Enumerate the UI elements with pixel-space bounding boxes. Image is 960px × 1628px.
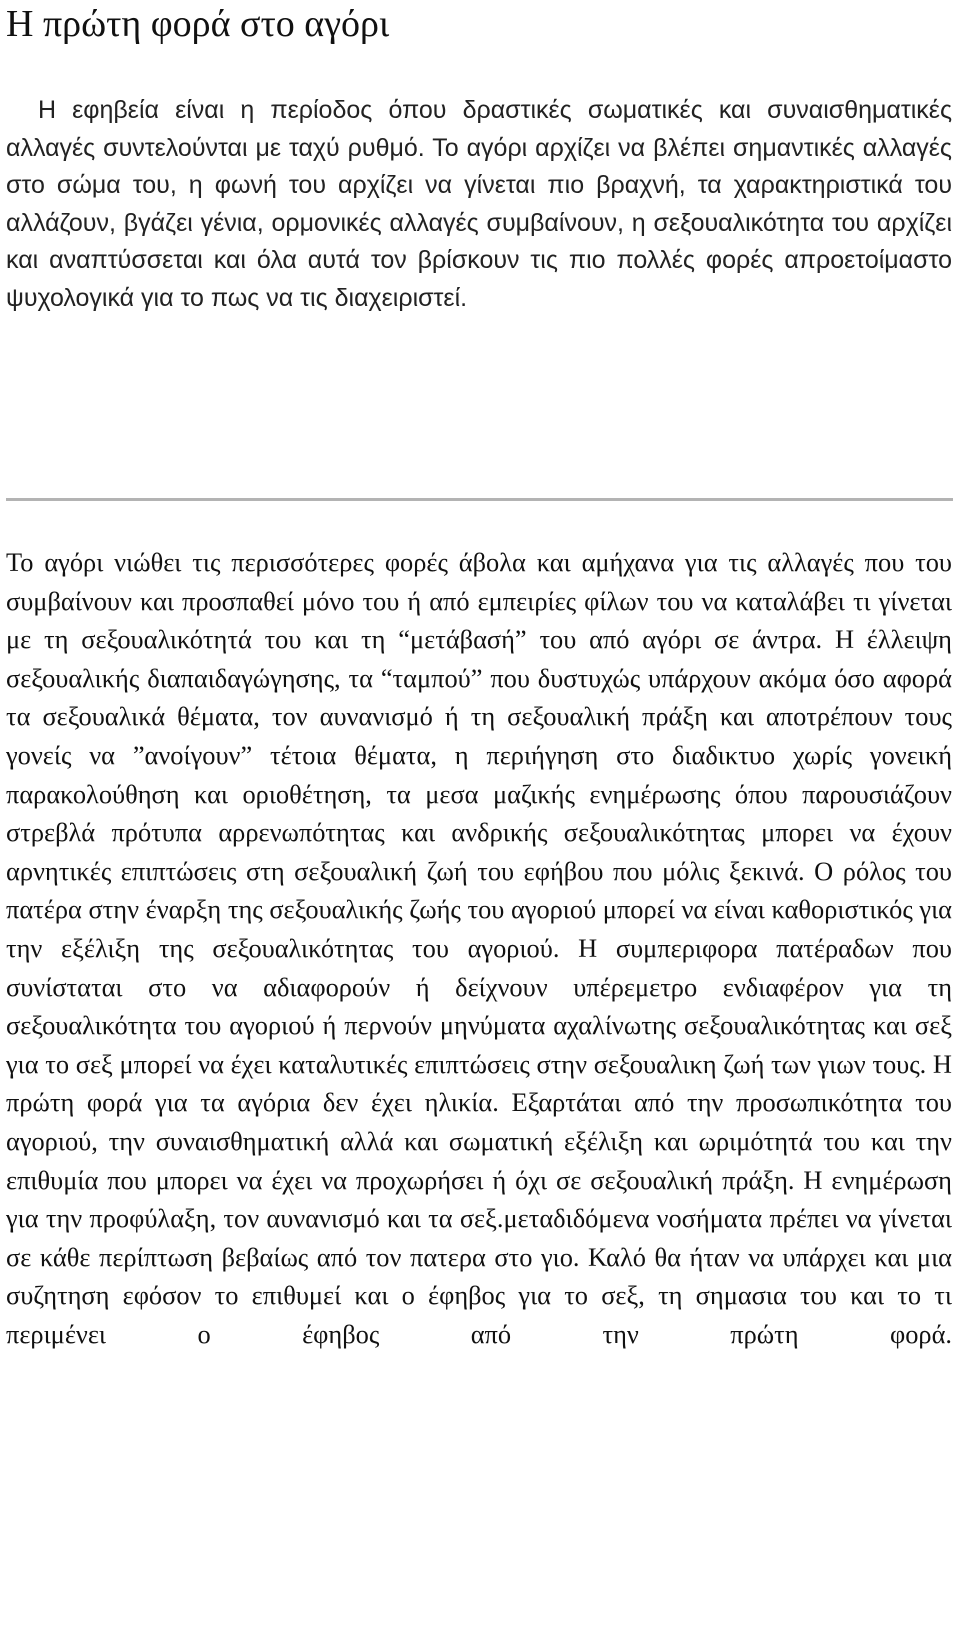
body-paragraph: Το αγόρι νιώθει τις περισσότερες φορές άβολα και αμήχανα για τις αλλαγές που του συμβαίνουν και προσπαθεί μόνο του ή από εμπειρίες φίλων του να καταλάβει τι γίνεται με τη σεξουαλικότητά του και τη “μετάβασή” του από αγόρι σε άντρα. Η έλλειψη σεξουαλικής διαπαιδαγώγησης, τα “ταμπού” που δυστυχώς υπάρχουν ακόμα όσο αφορά τα σεξουαλικά θέματα, τον αυνανισμό ή τη σεξουαλική πράξη και αποτρέπουν τους γονείς να ”ανοίγουν” τέτοια θέματα, η περιήγηση στο διαδικτυο χωρίς γονεική παρακολούθηση και οριοθέτηση, τα μεσα μαζικής ενημέρωσης όπου παρουσιάζουν στρεβλά πρότυπα αρρενωπότητας και ανδρικής σεξουαλικότητας μπορει να έχουν αρνητικές επιπτώσεις στη σεξουαλική ζωή του εφήβου που μόλις ξεκινά. Ο ρόλος του πατέρα στην έναρξη της σεξουαλικής ζωής του αγοριού μπορεί να είναι καθοριστικός για την εξέλιξη της σεξουαλικότητας του αγοριού. Η συμπεριφορα πατέραδων που συνίσταται στο να αδιαφορούν ή δείχνουν υπέρεμετρο ενδιαφέρον για τη σεξουαλικότητα του αγοριού ή περνούν μηνύματα αχαλίνωτης σεξουαλικότητας και σεξ για το σεξ μπορεί να έχει καταλυτικές επιπτώσεις στην σεξουαλικη ζωή των γιων τους. Η πρώτη φορά για τα αγόρια δεν έχει ηλικία. Εξαρτάται από την προσωπικότητα του αγοριού, την συναισθηματική αλλά και σωματική εξέλιξη και ωριμότητά του και την επιθυμία που μπορει να έχει να προχωρήσει ή όχι σε σεξουαλική πράξη. Η ενημέρωση για την προφύλαξη, τον αυνανισμό και τα σεξ.μεταδιδόμενα νοσήματα πρέπει να γίνεται σε κάθε περίπτωση βεβαίως από τον πατερα στο γιο. Καλό θα ήταν να υπάρχει και μια συζητηση εφόσον το επιθυμεί και ο έφηβος για το σεξ, τη σημασια του και το τι περιμένει ο έφηβος από την πρώτη φορά. bbox=[6, 547, 952, 1349]
document-title: Η πρώτη φορά στο αγόρι bbox=[6, 3, 390, 45]
intro-text: Η εφηβεία είναι η περίοδος όπου δραστικές σωματικές και συναισθηματικές αλλαγές συντελούνται με ταχύ ρυθμό. Το αγόρι αρχίζει να βλέπει σημαντικές αλλαγές στο σώμα του, η φωνή του αρχίζει να γίνεται πιο βραχνή, τα χαρακτηριστικά του αλλάζουν, βγάζει γένια, ορμονικές αλλαγές συμβαίνουν, η σεξουαλικότητα του αρχίζει και αναπτύσσεται και όλα αυτά τον βρίσκουν τις πιο πολλές φορές απροετοίμαστο ψυχολογικά για το πως να τις διαχειριστεί. bbox=[6, 96, 952, 312]
intro-paragraph bbox=[6, 92, 952, 318]
section-divider bbox=[6, 498, 953, 501]
